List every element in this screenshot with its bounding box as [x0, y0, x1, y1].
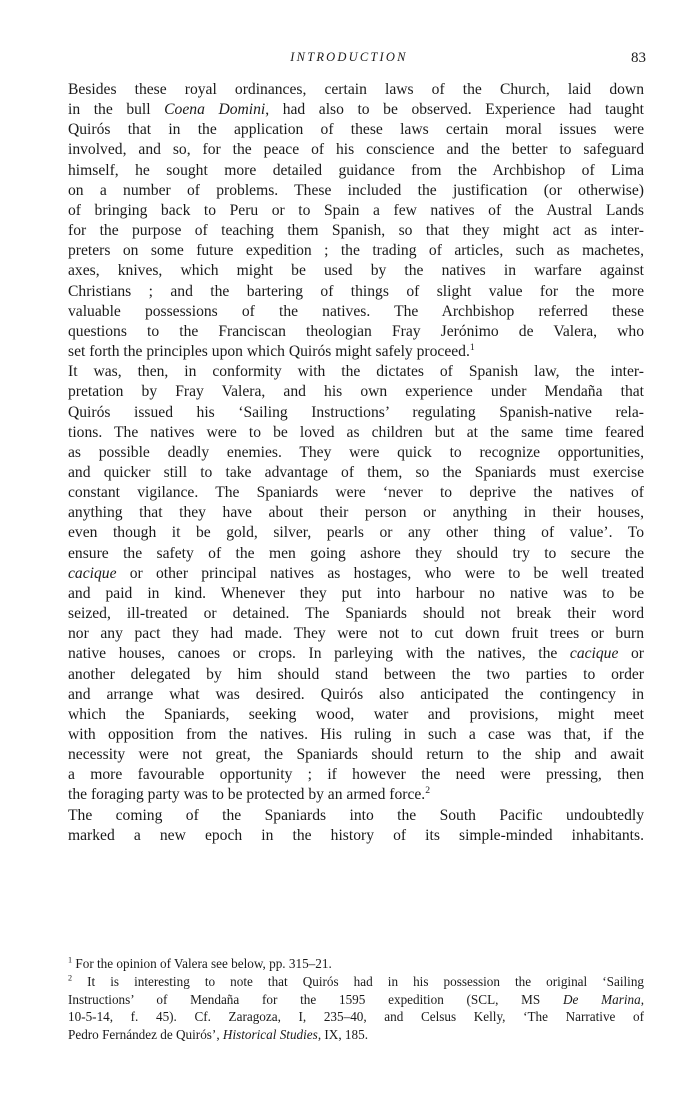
text-line: which the Spaniards, seeking wood, water and provisions, might meet: [68, 705, 644, 723]
footnote-line: Instructions’ of Mendaña for the 1595 expedition (SCL, MS De Marina,: [68, 991, 644, 1007]
text-line-content: set forth the principles upon which Quirós might safely proceed.: [68, 343, 470, 361]
text-line: cacique or other principal natives as hostages, who were to be well treated: [68, 564, 644, 582]
text-line: Quirós issued his ‘Sailing Instructions’ regulating Spanish-native rela-: [68, 403, 644, 421]
text-line: a more favourable opportunity ; if however the need were pressing, then: [68, 766, 644, 784]
text-line: Besides these royal ordinances, certain laws of the Church, laid down: [68, 81, 644, 98]
text-line: on a number of problems. These included the justification (or otherwise): [68, 181, 644, 199]
paragraph-2: [52, 362, 644, 805]
paragraph-1: [52, 80, 644, 362]
text-line: Quirós that in the application of these laws certain moral issues were: [68, 121, 644, 139]
text-line: ensure the safety of the men going ashore they should try to secure the: [68, 544, 644, 562]
footnote-1: [52, 955, 644, 973]
text-line: valuable possessions of the natives. The Archbishop referred these: [68, 302, 644, 320]
text-line: nor any pact they had made. They were not to cut down fruit trees or burn: [68, 625, 644, 643]
text-line: seized, ill-treated or detained. The Spaniards should not break their word: [68, 605, 644, 623]
text-line: marked a new epoch in the history of its simple-minded inhabitants.: [68, 826, 644, 844]
text-line: as possible deadly enemies. They were quick to recognize opportunities,: [68, 443, 644, 461]
text-line: constant vigilance. The Spaniards were ‘never to deprive the natives of: [68, 484, 644, 502]
text-line: himself, he sought more detailed guidance from the Archbishop of Lima: [68, 161, 644, 179]
text-line: even though it be gold, silver, pearls or any other thing of value’. To: [68, 524, 644, 542]
footnote-line: Pedro Fernández de Quirós’, Historical Studies, IX, 185.: [68, 1027, 368, 1043]
text-line-content: the foraging party was to be protected by an armed force.: [68, 786, 426, 804]
text-line: anything that they have about their person or anything in their houses,: [68, 504, 644, 522]
text-line: and arrange what was desired. Quirós also anticipated the contingency in: [68, 685, 644, 703]
text-line: Christians ; and the bartering of things of slight value for the more: [68, 282, 644, 300]
text-line: [52, 785, 644, 805]
footnote-2: [52, 973, 644, 1044]
text-line: preters on some future expedition ; the trading of articles, such as machetes,: [68, 242, 644, 260]
footnote-line: [52, 973, 644, 991]
running-head: INTRODUCTION: [290, 50, 408, 64]
footnote-number: 1: [68, 955, 73, 965]
text-line: The coming of the Spaniards into the South Pacific undoubtedly: [68, 806, 644, 824]
text-line: It was, then, in conformity with the dictates of Spanish law, the inter-: [68, 363, 644, 381]
page-number: 83: [631, 50, 646, 66]
paragraph-3: [52, 806, 644, 846]
footnote-line: 10-5-14, f. 45). Cf. Zaragoza, I, 235–40, and Celsus Kelly, ‘The Narrative of: [68, 1009, 644, 1025]
text-line: with opposition from the natives. His ruling in such a case was that, if the: [68, 726, 644, 743]
text-line: native houses, canoes or crops. In parleying with the natives, the cacique or: [68, 645, 644, 663]
text-line: pretation by Fray Valera, and his own experience under Mendaña that: [68, 383, 644, 401]
footnotes: [52, 955, 644, 1044]
page-header: [52, 50, 646, 74]
footnote-number: 2: [68, 973, 73, 983]
text-line: [52, 342, 644, 362]
text-line: questions to the Franciscan theologian Fray Jerónimo de Valera, who: [68, 322, 644, 340]
footnote-line-content: It is interesting to note that Quirós had in his possession the original ‘Sailing: [87, 973, 645, 989]
text-line: axes, knives, which might be used by the natives in warfare against: [68, 262, 644, 280]
text-line: for the purpose of teaching them Spanish, so that they might act as inter-: [68, 222, 644, 240]
text-line: necessity were not great, the Spaniards should return to the ship and await: [68, 746, 644, 764]
text-line: and paid in kind. Whenever they put into harbour no native was to be: [68, 584, 644, 602]
text-line: in the bull Coena Domini, had also to be observed. Experience had taught: [68, 101, 644, 119]
text-line: tions. The natives were to be loved as children but at the same time feared: [68, 423, 644, 441]
footnote-ref-1: 1: [469, 341, 475, 353]
footnote-ref-2: 2: [425, 785, 431, 797]
body-text: [52, 80, 644, 846]
text-line: involved, and so, for the peace of his conscience and the better to safeguard: [68, 141, 644, 159]
text-line: another delegated by him should stand between the two parties to order: [68, 665, 644, 683]
footnote-line: For the opinion of Valera see below, pp. 315–21.: [75, 956, 332, 971]
text-line: and quicker still to take advantage of them, so the Spaniards must exercise: [68, 463, 644, 481]
text-line: of bringing back to Peru or to Spain a few natives of the Austral Lands: [68, 201, 644, 219]
